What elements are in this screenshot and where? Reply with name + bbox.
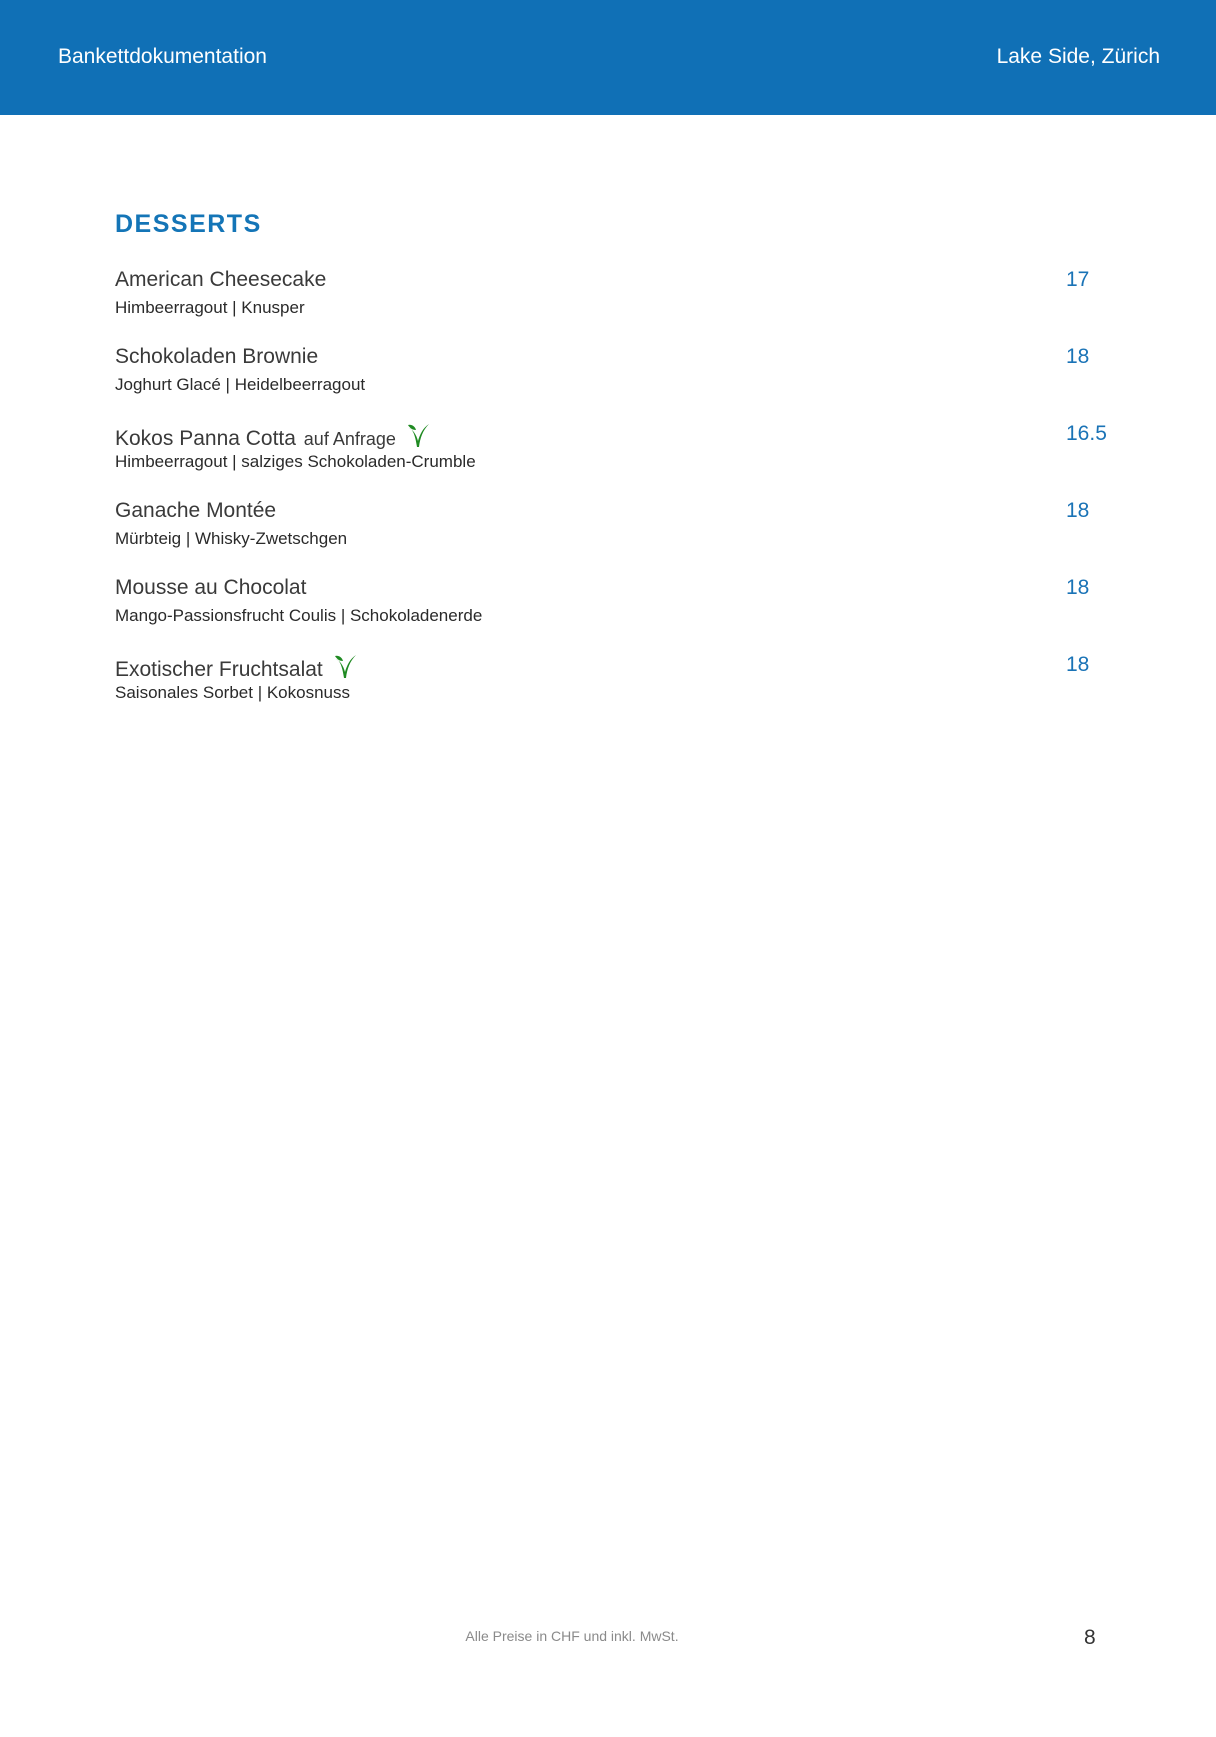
item-name-line [115, 653, 359, 682]
item-description: Mürbteig | Whisky-Zwetschgen [115, 529, 348, 548]
item-name-line [115, 268, 326, 292]
menu-item [115, 422, 1115, 499]
vegan-leaf-icon [406, 422, 432, 450]
item-price: 18 [1066, 653, 1090, 676]
item-name: Schokoladen Brownie [115, 345, 319, 368]
dessert-menu [115, 268, 1115, 730]
item-name: Kokos Panna Cotta [115, 427, 296, 450]
vegan-leaf-icon [333, 653, 359, 681]
item-name-line [115, 345, 318, 369]
menu-item [115, 499, 1115, 576]
item-description: Saisonales Sorbet | Kokosnuss [115, 683, 350, 702]
item-price: 17 [1066, 268, 1090, 291]
item-name: American Cheesecake [115, 268, 327, 291]
price-footnote: Alle Preise in CHF und inkl. MwSt. [465, 1628, 679, 1644]
menu-item [115, 653, 1115, 730]
venue-name: Lake Side, Zürich [996, 45, 1160, 68]
item-price: 18 [1066, 499, 1090, 522]
page-number: 8 [1084, 1626, 1096, 1649]
menu-item [115, 345, 1115, 422]
item-name: Mousse au Chocolat [115, 576, 307, 599]
item-name: Ganache Montée [115, 499, 277, 522]
item-name-line [115, 499, 276, 523]
item-description: Himbeerragout | Knusper [115, 298, 305, 317]
item-description: Joghurt Glacé | Heidelbeerragout [115, 375, 366, 394]
item-price: 18 [1066, 576, 1090, 599]
section-title: DESSERTS [115, 210, 262, 238]
document-title: Bankettdokumentation [58, 45, 267, 68]
item-note: auf Anfrage [303, 429, 396, 449]
item-description: Himbeerragout | salziges Schokoladen-Crumble [115, 452, 476, 471]
item-description: Mango-Passionsfrucht Coulis | Schokoladenerde [115, 606, 483, 625]
item-name-line [115, 576, 306, 600]
item-price: 18 [1066, 345, 1090, 368]
item-price: 16.5 [1066, 422, 1107, 445]
item-name-line [115, 422, 432, 451]
page-header [0, 0, 1216, 115]
item-name: Exotischer Fruchtsalat [115, 658, 323, 681]
menu-item [115, 576, 1115, 653]
menu-item [115, 268, 1115, 345]
